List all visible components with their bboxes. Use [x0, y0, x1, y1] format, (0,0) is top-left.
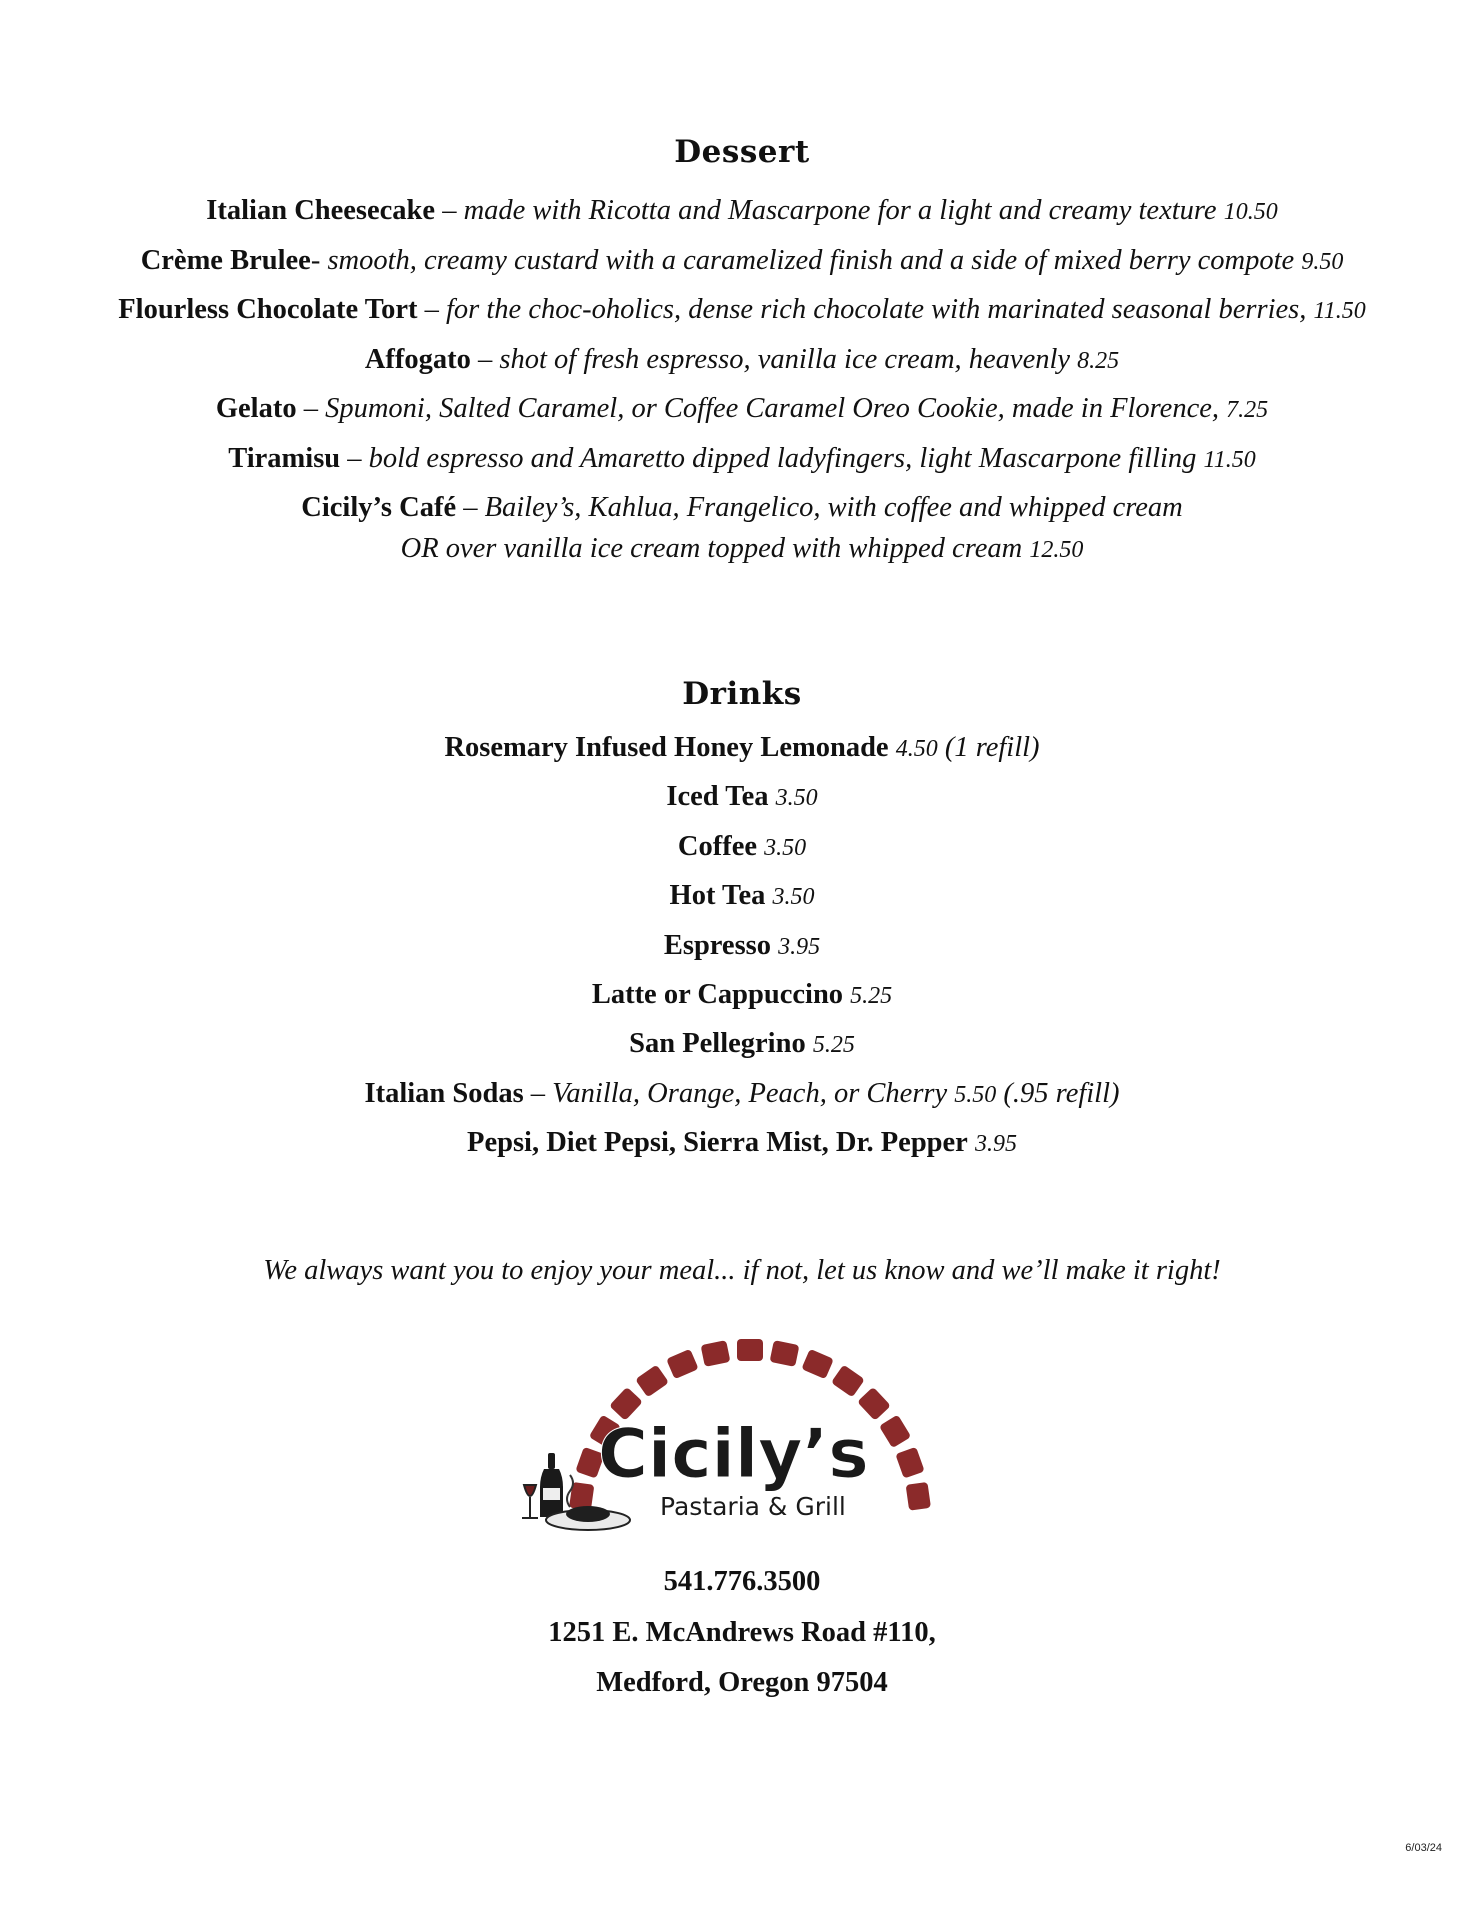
brick [801, 1349, 834, 1380]
item-separator: – [435, 195, 464, 226]
item-separator: – [417, 294, 446, 325]
menu-item [0, 728, 1484, 777]
item-description: for the choc-oholics, dense rich chocolate with marinated seasonal berries, [446, 294, 1307, 325]
menu-item [0, 1074, 1484, 1123]
menu-item [0, 389, 1484, 439]
item-name: Espresso [663, 929, 772, 961]
brick [895, 1447, 924, 1479]
logo-subtitle: Pastaria & Grill [660, 1492, 846, 1521]
item-price: 5.50 [954, 1081, 997, 1108]
brick [906, 1482, 931, 1511]
item-name: San Pellegrino [629, 1028, 806, 1060]
date-stamp: 6/03/24 [1405, 1842, 1442, 1854]
item-description: Spumoni, Salted Caramel, or Coffee Caramel Oreo Cookie, made in Florence, [325, 393, 1220, 424]
item-name: Gelato [215, 393, 297, 424]
item-description: shot of fresh espresso, vanilla ice cream, heavenly [499, 343, 1071, 375]
address-line-1: 1251 E. McAndrews Road #110, [548, 1616, 936, 1648]
phone-number: 541.776.3500 [663, 1566, 821, 1597]
item-description: smooth, creamy custard with a caramelized finish and a side of mixed berry compote [327, 244, 1295, 276]
brick [879, 1415, 911, 1449]
item-name: Italian Cheesecake [206, 195, 436, 226]
item-price: 11.50 [1203, 446, 1256, 473]
dessert-heading: Dessert [674, 134, 810, 170]
item-name: Latte or Cappuccino [591, 978, 844, 1010]
menu-item-cafe-continued [0, 529, 1484, 569]
item-price: 5.25 [812, 1032, 855, 1059]
item-separator: – [456, 492, 485, 523]
menu-item [0, 876, 1484, 925]
item-separator: – [340, 442, 369, 474]
item-price: 3.95 [778, 933, 821, 960]
restaurant-logo [510, 1325, 980, 1545]
brick [737, 1339, 763, 1361]
wine-glass-icon [522, 1485, 538, 1518]
item-name: Coffee [677, 830, 757, 862]
item-price: 7.25 [1226, 397, 1269, 423]
menu-item [0, 340, 1484, 390]
brick [770, 1340, 800, 1367]
item-separator: – [523, 1077, 553, 1109]
item-description: OR over vanilla ice cream topped with whipped cream [400, 532, 1023, 564]
menu-item [0, 827, 1484, 876]
brick [701, 1340, 731, 1367]
item-name: Italian Sodas [364, 1077, 524, 1109]
menu-item [0, 926, 1484, 975]
brick [666, 1349, 699, 1380]
item-description: Vanilla, Orange, Peach, or Cherry [552, 1077, 948, 1109]
item-name: Rosemary Infused Honey Lemonade [444, 732, 889, 763]
menu-item [0, 439, 1484, 489]
item-price: 3.50 [775, 785, 818, 812]
menu-item [0, 290, 1484, 340]
item-price: 10.50 [1223, 199, 1278, 225]
item-name: Tiramisu [228, 442, 341, 474]
menu-item [0, 241, 1484, 291]
menu-item [0, 777, 1484, 826]
brick [635, 1365, 669, 1398]
drinks-list [0, 728, 1484, 1173]
menu-item [0, 191, 1484, 241]
item-price: 5.25 [850, 982, 893, 1009]
item-separator: - [310, 244, 328, 276]
item-price: 8.25 [1077, 347, 1120, 374]
item-price: 4.50 [895, 736, 938, 762]
item-name: Pepsi, Diet Pepsi, Sierra Mist, Dr. Pepper [467, 1127, 968, 1159]
item-price: 11.50 [1313, 298, 1366, 324]
item-separator: – [296, 393, 326, 424]
logo-graphic [510, 1325, 980, 1545]
item-price: 9.50 [1301, 248, 1344, 275]
item-price: 3.95 [974, 1131, 1017, 1158]
wine-bottle-icon [540, 1453, 563, 1517]
logo-name: Cicily’s [598, 1415, 869, 1494]
item-description: Bailey’s, Kahlua, Frangelico, with coffee and whipped cream [484, 492, 1183, 523]
item-description: made with Ricotta and Mascarpone for a light and creamy texture [463, 195, 1217, 226]
item-price: 3.50 [772, 884, 815, 911]
item-note: (.95 refill) [1003, 1077, 1120, 1109]
item-name: Flourless Chocolate Tort [118, 294, 418, 325]
menu-item [0, 1024, 1484, 1073]
address-line-2: Medford, Oregon 97504 [596, 1667, 888, 1698]
menu-item [0, 975, 1484, 1024]
dessert-list [0, 191, 1484, 569]
drinks-heading: Drinks [682, 676, 802, 712]
menu-item [0, 1123, 1484, 1172]
item-name: Hot Tea [669, 880, 766, 912]
item-price: 12.50 [1029, 536, 1084, 563]
tagline: We always want you to enjoy your meal... if not, let us know and we’ll make it right! [263, 1254, 1221, 1286]
item-note: (1 refill) [944, 732, 1040, 763]
item-name: Affogato [364, 343, 471, 375]
item-separator: – [470, 343, 500, 375]
brick [831, 1365, 865, 1398]
contact-info [0, 1562, 1484, 1714]
item-price: 3.50 [764, 834, 807, 861]
item-description: bold espresso and Amaretto dipped ladyfingers, light Mascarpone filling [368, 442, 1197, 474]
item-name: Cicily’s Café [301, 492, 457, 523]
item-name: Crème Brulee [140, 244, 311, 276]
item-name: Iced Tea [666, 781, 769, 813]
